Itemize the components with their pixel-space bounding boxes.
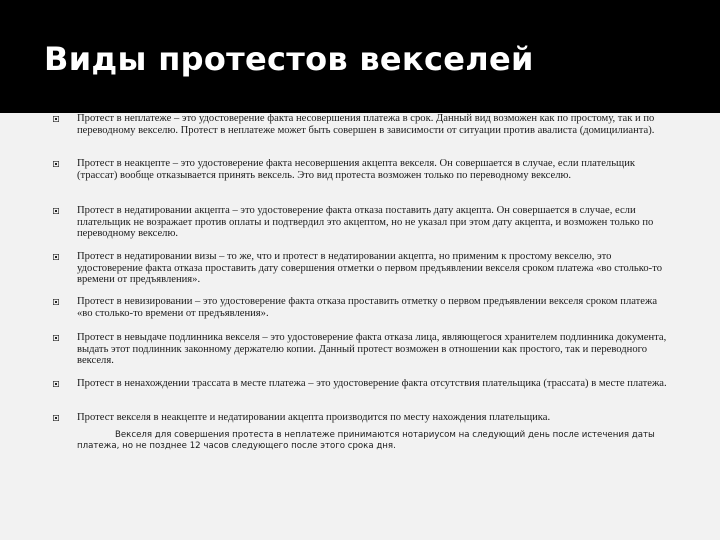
square-bullet-icon <box>53 208 59 214</box>
square-bullet-icon <box>53 299 59 305</box>
bullet-text: Протест в ненахождении трассата в месте платежа – это удостоверение факта отсутствия плательщика (трассата) в месте платежа. <box>77 378 667 389</box>
square-bullet-icon <box>53 254 59 260</box>
bullet-text: Протест в недатировании акцепта – это удостоверение факта отказа поставить дату акцепта. Он совершается в случае, если плательщик не возражает против оплаты и подтвердил это акцептом, но не указал при этом дату акцепта, и возможен только по переводному векселю. <box>77 205 654 240</box>
slide-title: Виды протестов векселей <box>44 40 534 78</box>
footnote-text: Векселя для совершения протеста в неплатеже принимаются нотариусом на следующий день после истечения даты платежа, но не позднее 12 часов следующего после этого срока дня. <box>77 430 655 451</box>
bullet-text: Протест в недатировании визы – то же, что и протест в недатировании акцепта, но применим к простому векселю, это удостоверение факта отказа проставить дату совершения отметки о первом предъявлении векселя сроком платежа «во столько-то времени от предъявления». <box>77 251 662 286</box>
bullet-text: Протест в невизировании – это удостоверение факта отказа проставить отметку о первом предъявлении векселя сроком платежа «во столько-то времени от предъявления». <box>77 296 658 319</box>
square-bullet-icon <box>53 415 59 421</box>
square-bullet-icon <box>53 161 59 167</box>
square-bullet-icon <box>53 116 59 122</box>
square-bullet-icon <box>53 381 59 387</box>
square-bullet-icon <box>53 335 59 341</box>
bullet-text: Протест в неакцепте – это удостоверение факта несовершения акцепта векселя. Он совершается в случае, если плательщик (трассат) вообще отказывается принять вексель. Это вид протеста возможен только по переводному векселю. <box>77 158 636 181</box>
title-bar <box>0 0 720 113</box>
bullet-text: Протест в неплатеже – это удостоверение факта несовершения платежа в срок. Данный вид возможен как по простому, так и по переводному векселю. Протест в неплатеже может быть совершен в зависимости от ситуации против авалиста (домицилианта). <box>77 113 655 136</box>
bullet-text: Протест в невыдаче подлинника векселя – это удостоверение факта отказа лица, являющегося хранителем подлинника документа, выдать этот подлинник законному держателю копии. Данный протест возможен в отношении как простого, так и переводного векселя. <box>77 332 667 367</box>
bullet-text: Протест векселя в неакцепте и недатировании акцепта производится по месту нахождения плательщика. <box>77 412 551 423</box>
